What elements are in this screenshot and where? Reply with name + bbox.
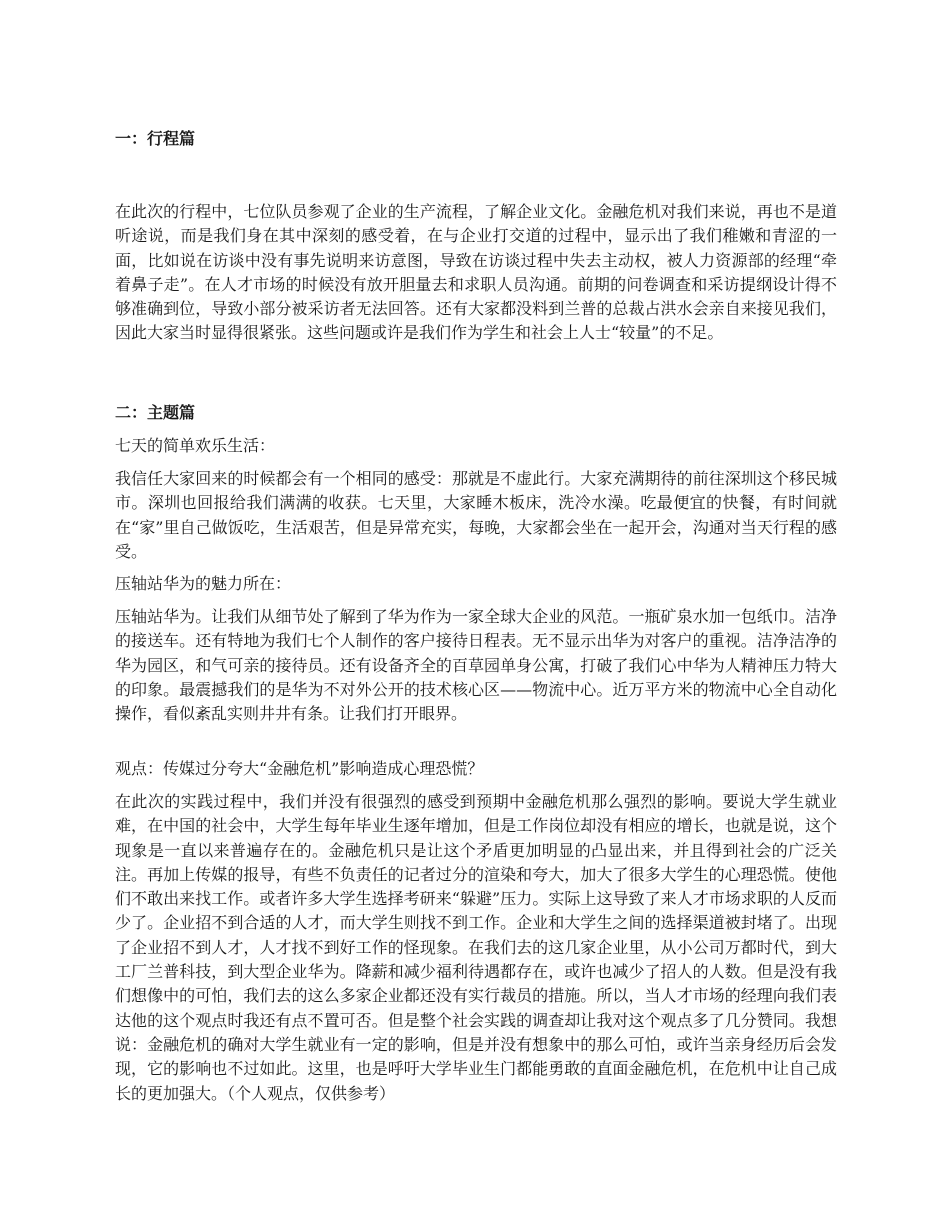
section-heading-theme: 二：主题篇 xyxy=(115,403,196,422)
opinion-paragraph: 在此次的实践过程中，我们并没有很强烈的感受到预期中金融危机那么强烈的影响。要说大学生就业难，在中国的社会中，大学生每年毕业生逐年增加，但是工作岗位却没有相应的增长，也就是说，这个现象是一直以来普遍存在的。金融危机只是让这个矛盾更加明显的凸显出来，并且得到社会的广泛关注。再加上传媒的报导，有些不负责任的记者过分的渲染和夸大，加大了很多大学生的心理恐慌。使他们不敢出来找工作。或者许多大学生选择考研来“躲避”压力。实际上这导致了来人才市场求职的人反而少了。企业招不到合适的人才，而大学生则找不到工作。企业和大学生之间的选择渠道被封堵了。出现了企业招不到人才，人才找不到好工作的怪现象。在我们去的这几家企业里，从小公司万都时代，到大工厂兰普科技，到大型企业华为。降薪和减少福利待遇都存在，或许也减少了招人的人数。但是没有我们想像中的可怕，我们去的这么多家企业都还没有实行裁员的措施。所以，当人才市场的经理向我们表达他的这个观点时我还有点不置可否。但是整个社会实践的调查却让我对这个观点多了几分赞同。我想说：金融危机的确对大学生就业有一定的影响，但是并没有想象中的那么可怕，或许当亲身经历后会发现，它的影响也不过如此。这里，也是呼吁大学毕业生门都能勇敢的直面金融危机，在危机中让自己成长的更加强大。（个人观点，仅供参考） xyxy=(115,792,837,1103)
section-heading-itinerary: 一：行程篇 xyxy=(115,129,196,148)
subsection-title-huawei: 压轴站华为的魅力所在： xyxy=(115,574,292,593)
huawei-paragraph: 压轴站华为。让我们从细节处了解到了华为作为一家全球大企业的风范。一瓶矿泉水加一包纸巾。洁净的接送车。还有特地为我们七个人制作的客户接待日程表。无不显示出华为对客户的重视。洁净洁净的华为园区，和气可亲的接待员。还有设备齐全的百草园单身公寓，打破了我们心中华为人精神压力特大的印象。最震撼我们的是华为不对外公开的技术核心区——物流中心。近万平方米的物流中心全自动化操作，看似紊乱实则井井有条。让我们打开眼界。 xyxy=(115,607,837,724)
daily-life-paragraph: 我信任大家回来的时候都会有一个相同的感受：那就是不虚此行。大家充满期待的前往深圳这个移民城市。深圳也回报给我们满满的收获。七天里，大家睡木板床，洗冷水澡。吃最便宜的快餐，有时间就在“家”里自己做饭吃，生活艰苦，但是异常充实，每晚，大家都会坐在一起开会，沟通对当天行程的感受。 xyxy=(115,469,837,561)
subsection-title-daily-life: 七天的简单欢乐生活： xyxy=(115,436,276,455)
itinerary-paragraph: 在此次的行程中，七位队员参观了企业的生产流程，了解企业文化。金融危机对我们来说，再也不是道听途说，而是我们身在其中深刻的感受着，在与企业打交道的过程中，显示出了我们稚嫩和青涩的一面，比如说在访谈中没有事先说明来访意图，导致在访谈过程中失去主动权，被人力资源部的经理“牵着鼻子走”。在人才市场的时候没有放开胆量去和求职人员沟通。前期的问卷调查和采访提纲设计得不够准确到位，导致小部分被采访者无法回答。还有大家都没料到兰普的总裁占洪水会亲自来接见我们，因此大家当时显得很紧张。这些问题或许是我们作为学生和社会上人士“较量”的不足。 xyxy=(115,202,837,343)
subsection-title-opinion: 观点：传媒过分夸大“金融危机”影响造成心理恐慌？ xyxy=(115,759,484,778)
